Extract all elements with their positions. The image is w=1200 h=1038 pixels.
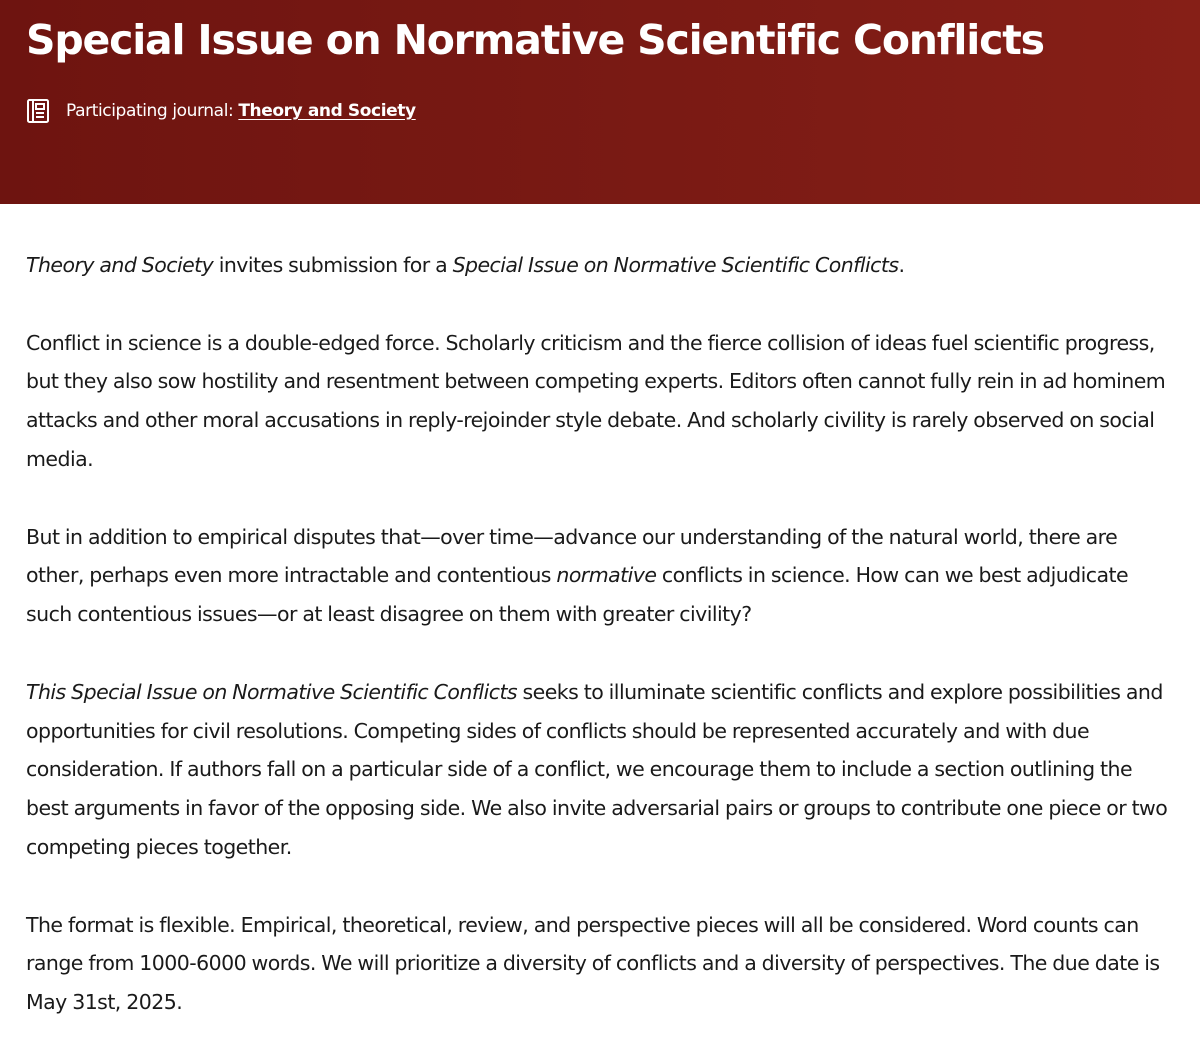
aims-lead-italic: This Special Issue on Normative Scientific Conflicts (26, 679, 518, 704)
normative-paragraph (26, 518, 1176, 634)
intro-paragraph (26, 246, 1176, 285)
journal-label: Participating journal: (66, 101, 234, 121)
conflict-paragraph: Conflict in science is a double-edged force. Scholarly criticism and the fierce collision of ideas fuel scientific progress, but they also sow hostility and resentment between competing experts. Editors often cannot fully rein in ad hominem attacks and other moral accusations in reply-rejoinder style debate. And scholarly civility is rarely observed on social media. (26, 330, 1166, 471)
participating-journal (26, 98, 1174, 124)
intro-period: . (898, 253, 905, 277)
normative-emphasis: normative (556, 563, 657, 588)
aims-text: seeks to illuminate scientific conflicts and explore possibilities and opportunities for civil resolutions. Competing sides of conflicts should be represented accurately and with due consideration. If authors fall on a particular side of a conflict, we encourage them to include a section outlining the best arguments in favor of the opposing side. We also invite adversarial pairs or groups to contribute one piece or two competing pieces together. (26, 679, 1168, 859)
page-header (0, 0, 1200, 204)
page-title: Special Issue on Normative Scientific Conflicts (26, 16, 1044, 64)
normative-text-start: But in addition to empirical disputes that—over time—advance our understanding of the natural world, there are other, perhaps even more intractable and contentious (26, 524, 1118, 588)
format-paragraph: The format is flexible. Empirical, theoretical, review, and perspective pieces will all be considered. Word counts can range from 1000-6000 words. We will prioritize a diversity of conflicts and a diversity of perspectives. The due date is May 31st, 2025. (26, 912, 1160, 1015)
aims-paragraph (26, 673, 1176, 867)
journal-link[interactable]: Theory and Society (238, 101, 416, 121)
call-for-papers-body (0, 204, 1200, 1022)
issue-name-italic: Special Issue on Normative Scientific Conflicts (452, 253, 899, 277)
normative-text-end: conflicts in science. How can we best adjudicate such contentious issues—or at least disagree on them with greater civility? (26, 563, 1129, 627)
journal-name-italic: Theory and Society (26, 253, 214, 277)
intro-text: invites submission for a (213, 253, 453, 277)
journal-book-icon (26, 98, 50, 124)
